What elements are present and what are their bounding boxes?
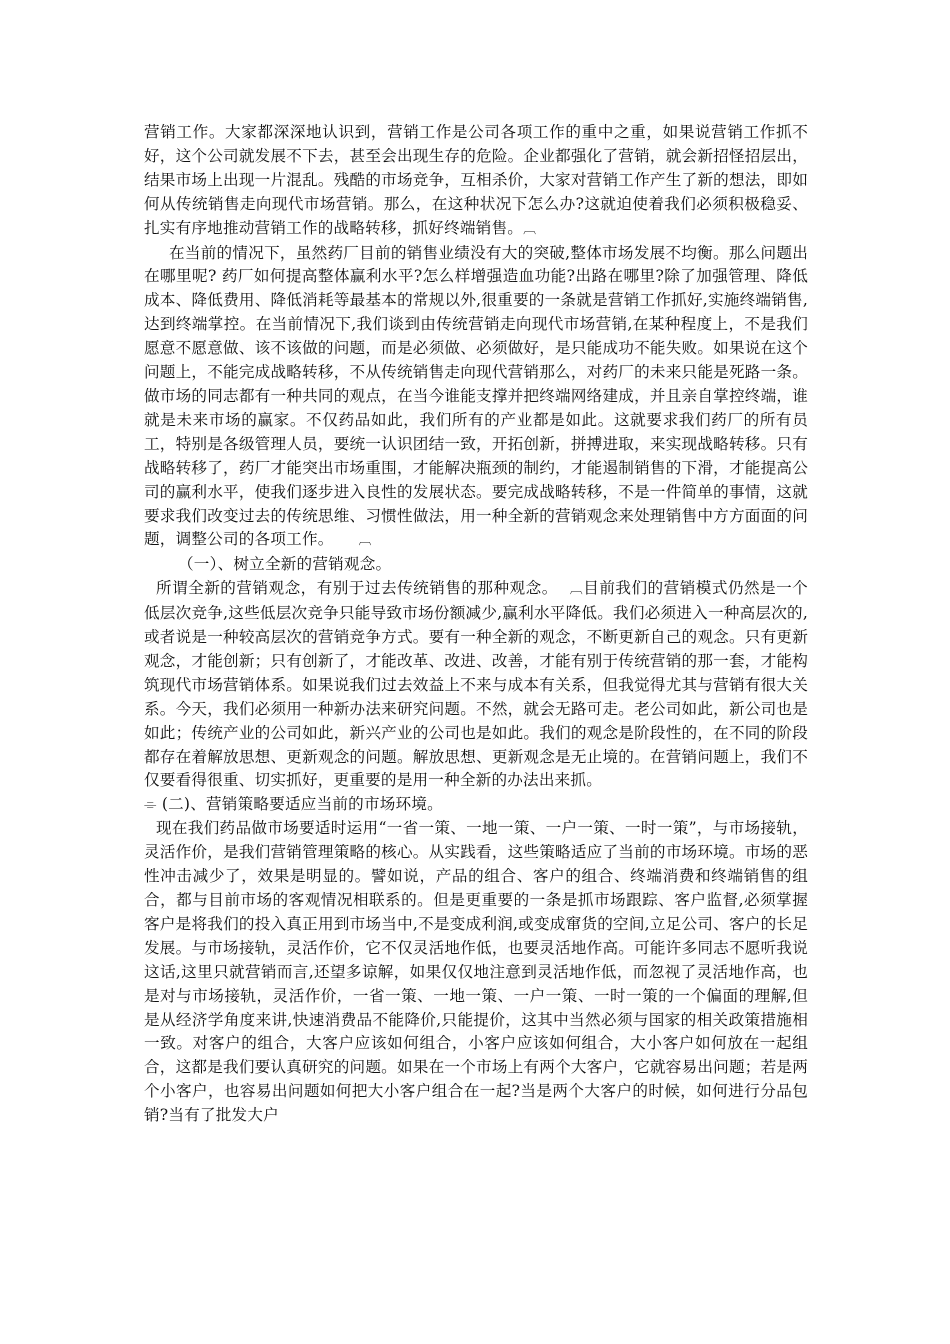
bracket-mark: ︹ — [523, 221, 537, 237]
section-heading-one — [144, 553, 808, 577]
bracket-mark: ︹ — [569, 582, 583, 598]
heading-text: （一）、树立全新的营销观念。 — [178, 555, 392, 574]
document-body — [144, 121, 808, 1128]
paragraph-current-situation — [144, 242, 808, 554]
paragraph-new-concept — [144, 577, 808, 793]
paragraph-text: 在当前的情况下，虽然药厂目前的销售业绩没有大的突破,整体市场发展不均衡。那么问题出在哪里呢? 药厂如何提高整体赢利水平?怎么样增强造血功能?出路在哪里?除了加强管理、降低成本、降低费用、降低消耗等最基本的常规以外,很重要的一条就是营销工作抓好,实施终端销售,达到终端掌控。在当前情况下,我们谈到由传统营销走向现代市场营销,在某种程度上，不是我们愿意不愿意做、该不该做的问题，而是必须做、必须做好，是只能成功不能失败。如果说在这个问题上，不能完成战略转移，不从传统销售走向现代营销那么，对药厂的未来只能是死路一条。做市场的同志都有一种共同的观点，在当今谁能支撑并把终端网络建成，并且亲自掌控终端，谁就是未来市场的赢家。不仅药品如此，我们所有的产业都是如此。这就要求我们药厂的所有员工，特别是各级管理人员，要统一认识团结一致，开拓创新，拼搏进取，来实现战略转移。只有战略转移了，药厂才能突出市场重围，才能解决瓶颈的制约，才能遏制销售的下滑，才能提高公司的赢利水平，使我们逐步进入良性的发展状态。要完成战略转移，不是一件简单的事情，这就要求我们改变过去的传统思维、习惯性做法，用一种全新的营销观念来处理销售中方方面面的问题，调整公司的各项工作。 — [144, 243, 808, 549]
paragraph-text: 目前我们的营销模式仍然是一个低层次竞争,这些低层次竞争只能导致市场份额减少,赢利水平降低。我们必须进入一种高层次的,或者说是一种较高层次的营销竞争方式。要有一种全新的观念，不断更新自己的观念。只有更新观念，才能创新；只有创新了，才能改革、改进、改善，才能有别于传统营销的那一套，才能构筑现代市场营销体系。如果说我们过去效益上不来与成本有关系，但我觉得尤其与营销有很大关系。今天，我们必须用一种新办法来研究问题。不然，就会无路可走。老公司如此，新公司也是如此；传统产业的公司如此，新兴产业的公司也是如此。我们的观念是阶段性的，在不同的阶段都存在着解放思想、更新观念的问题。解放思想、更新观念是无止境的。在营销问题上，我们不仅要看得很重、切实抓好，更重要的是用一种全新的办法出来抓。 — [144, 579, 808, 790]
paragraph-text: 现在我们药品做市场要适时运用“一省一策、一地一策、一户一策、一时一策”，与市场接轨，灵活作价，是我们营销管理策略的核心。从实践看，这些策略适应了当前的市场环境。市场的恶性冲击减少了，效果是明显的。譬如说，产品的组合、客户的组合、终端消费和终端销售的组合，都与目前市场的客观情况相联系的。但是更重要的一条是抓市场跟踪、客户监督,必须掌握客户是将我们的投入真正用到市场当中,不是变成利润,或变成窜货的空间,立足公司、客户的长足发展。与市场接轨，灵活作价，它不仅灵活地作低，也要灵活地作高。可能许多同志不愿听我说这话,这里只就营销而言,还望多谅解，如果仅仅地注意到灵活地作低，而忽视了灵活地作高，也是对与市场接轨，灵活作价，一省一策、一地一策、一户一策、一时一策的一个偏面的理解,但是从经济学角度来讲,快速消费品不能降价,只能提价，这其中当然必须与国家的相关政策措施相一致。对客户的组合，大客户应该如何组合，小客户应该如何组合，大小客户如何放在一起组合，这都是我们要认真研究的问题。如果在一个市场上有两个大客户，它就容易出问题；若是两个小客户，也容易出问题如何把大小客户组合在一起?当是两个大客户的时候，如何进行分品包销?当有了批发大户 — [144, 819, 808, 1125]
paragraph-text: 营销工作。大家都深深地认识到，营销工作是公司各项工作的重中之重，如果说营销工作抓不好，这个公司就发展不下去，甚至会出现生存的危险。企业都强化了营销，就会新招怪招层出，结果市场上出现一片混乱。残酷的市场竞争，互相杀价，大家对营销工作产生了新的想法，即如何从传统销售走向现代市场营销。那么，在这种状况下怎么办?这就迫使着我们必须积极稳妥、扎实有序地推动营销工作的战略转移，抓好终端销售。 — [144, 123, 808, 237]
heading-text: (二)、营销策略要适应当前的市场环境。 — [161, 795, 443, 814]
paragraph-intro — [144, 121, 808, 242]
section-heading-two — [144, 793, 808, 817]
heading-prefix-mark: ⌯ — [144, 795, 157, 814]
paragraph-text-lead: 所谓全新的营销观念，有别于过去传统销售的那种观念。 — [156, 579, 558, 598]
bracket-mark: ︹ — [358, 533, 372, 549]
paragraph-market-strategy — [144, 817, 808, 1128]
